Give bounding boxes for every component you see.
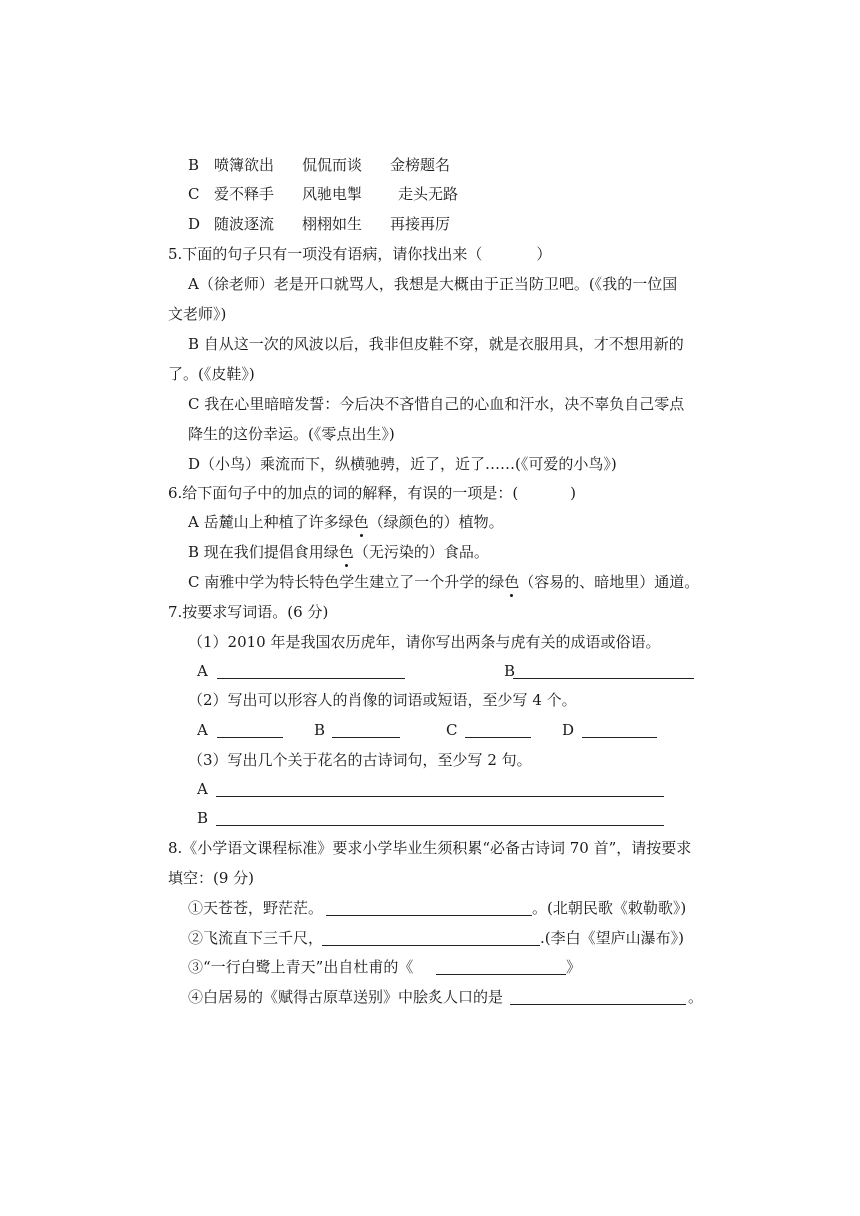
q8-item-1-blank[interactable] — [326, 915, 532, 916]
q5-option-a-line-2: 文老师》) — [168, 305, 227, 323]
q7-part-2: （2）写出可以形容人的肖像的词语或短语，至少写 4 个。 — [188, 691, 577, 709]
q8-item-2-blank[interactable] — [322, 945, 540, 946]
q5-option-d: D（小鸟）乘流而下，纵横驰骋，近了，近了……(《可爱的小鸟》) — [188, 455, 617, 473]
q4-option-d — [188, 214, 450, 234]
q7-p3-blank-a[interactable] — [216, 796, 664, 797]
question-stem: 5.下面的句子只有一项没有语病，请你找出来（ — [168, 245, 483, 263]
q8-item-2-text: ②飞流直下三千尺， — [188, 929, 324, 947]
q5-stem — [168, 244, 551, 264]
q7-p2-blank-c[interactable] — [465, 737, 531, 738]
q7-p2-blank-b[interactable] — [332, 737, 400, 738]
option-text: C 南雅中学为特长特色学生建立了一个升学的绿 — [188, 573, 505, 591]
q6-option-c — [188, 572, 699, 592]
q8-item-3-text: ③“一行白鹭上青天”出自杜甫的《 — [188, 958, 414, 976]
option-word-2: 风驰电掣 — [302, 185, 363, 203]
option-word-3: 走头无路 — [398, 185, 459, 203]
dotted-word: 色 — [353, 513, 369, 531]
q7-stem: 7.按要求写词语。(6 分) — [168, 603, 329, 621]
q7-p1-blank-b[interactable] — [513, 678, 694, 679]
q7-p2-label-a: A — [197, 721, 208, 739]
q7-p2-label-c: C — [446, 721, 458, 739]
q7-p3-blank-b[interactable] — [216, 825, 664, 826]
option-text: B 现在我们提倡食用绿 — [188, 543, 339, 561]
q5-option-b-line-2: 了。(《皮鞋》) — [168, 365, 255, 383]
option-text: （容易的、暗地里）通道。 — [519, 573, 700, 591]
question-stem: 6.给下面句子中的加点的词的解释，有误的一项是：( — [168, 484, 519, 502]
option-letter: D — [188, 215, 201, 233]
q8-item-4-blank[interactable] — [510, 1004, 686, 1005]
q7-p2-blank-d[interactable] — [582, 737, 657, 738]
option-word-1: 随波逐流 — [214, 215, 275, 233]
q6-stem — [168, 483, 576, 503]
dotted-word: 色 — [338, 543, 354, 561]
q7-p2-label-b: B — [314, 721, 326, 739]
q8-item-4-text: ④白居易的《赋得古原草送别》中脍炙人口的是 — [188, 988, 504, 1006]
option-letter: C — [188, 185, 200, 203]
q8-item-3-close: 》 — [566, 958, 582, 976]
q8-item-2-source: .(李白《望庐山瀑布》) — [540, 929, 684, 947]
q7-p3-label-b: B — [197, 809, 209, 827]
q7-p1-label-b: B — [504, 662, 516, 680]
stem-close-paren: ) — [570, 484, 577, 502]
stem-close-paren: ） — [536, 245, 552, 263]
option-text: （绿颜色的）植物。 — [368, 513, 504, 531]
q6-option-a — [188, 512, 504, 532]
q5-option-c-line-2: 降生的这份幸运。(《零点出生》) — [188, 425, 395, 443]
q7-p2-blank-a[interactable] — [217, 737, 283, 738]
q4-option-c — [188, 184, 458, 204]
option-text: （无污染的）食品。 — [353, 543, 489, 561]
option-word-1: 喷簿欲出 — [214, 156, 275, 174]
dotted-word: 色 — [504, 573, 520, 591]
option-word-2: 侃侃而谈 — [302, 156, 363, 174]
q7-p2-label-d: D — [562, 721, 575, 739]
q8-item-1-source: 。(北朝民歌《敕勒歌》) — [532, 899, 687, 917]
option-word-2: 栩栩如生 — [302, 215, 363, 233]
option-word-3: 金榜题名 — [390, 156, 451, 174]
q4-option-b — [188, 155, 450, 175]
q8-stem-line-1: 8.《小学语文课程标准》要求小学毕业生须积累“必备古诗词 70 首”，请按要求 — [168, 839, 692, 857]
option-word-3: 再接再厉 — [390, 215, 451, 233]
q8-item-1-text: ①天苍苍，野茫茫。 — [188, 899, 324, 917]
q7-part-3: （3）写出几个关于花名的古诗词句，至少写 2 句。 — [188, 751, 532, 769]
q5-option-b-line-1: B 自从这一次的风波以后，我非但皮鞋不穿，就是衣服用具，才不想用新的 — [188, 335, 684, 353]
q7-p3-label-a: A — [197, 780, 208, 798]
q5-option-a-line-1: A（徐老师）老是开口就骂人，我想是大概由于正当防卫吧。(《我的一位国 — [188, 275, 678, 293]
q8-stem-line-2: 填空：(9 分) — [168, 869, 255, 887]
q7-part-1: （1）2010 年是我国农历虎年，请你写出两条与虎有关的成语或俗语。 — [188, 633, 661, 651]
q8-item-4-period: 。 — [688, 988, 704, 1006]
q5-option-c-line-1: C 我在心里暗暗发誓：今后决不吝惜自己的心血和汗水，决不辜负自己零点 — [188, 395, 685, 413]
q7-p1-blank-a[interactable] — [217, 678, 405, 679]
option-letter: B — [188, 156, 200, 174]
option-word-1: 爱不释手 — [214, 185, 275, 203]
option-text: A 岳麓山上种植了许多绿 — [188, 513, 354, 531]
q8-item-3-blank[interactable] — [436, 974, 566, 975]
q7-p1-label-a: A — [197, 662, 208, 680]
q6-option-b — [188, 542, 489, 562]
